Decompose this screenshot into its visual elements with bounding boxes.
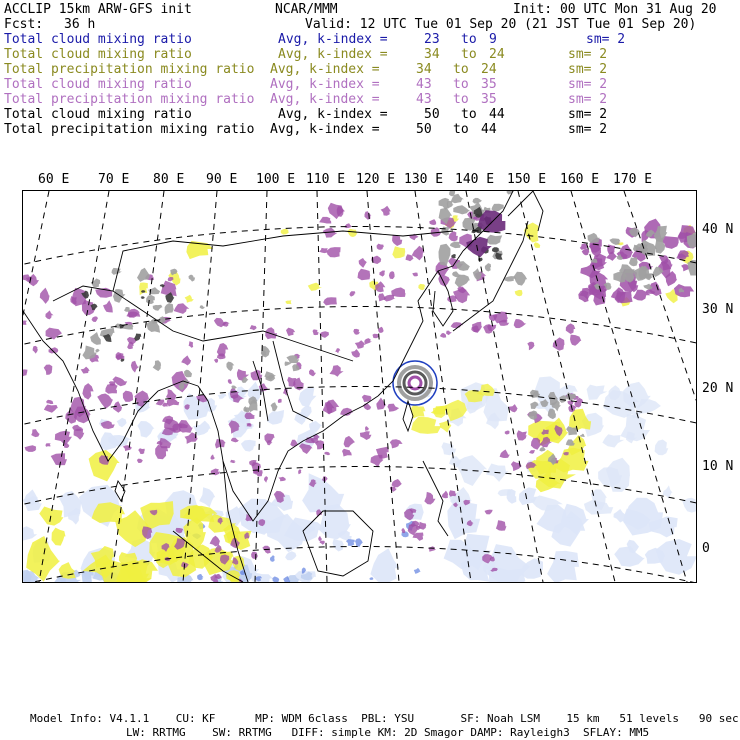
- cloud-purple-patch: [517, 430, 527, 440]
- cloud-purple-patch: [123, 445, 132, 451]
- cloud-purple-patch: [230, 460, 236, 463]
- cloud-gray-patch: [200, 305, 205, 309]
- cloud-purple-patch: [446, 331, 452, 336]
- cloud-low-patch: [23, 526, 37, 542]
- longitude-label: 110 E: [306, 172, 346, 187]
- legend-k-end: 44: [481, 122, 497, 137]
- cloud-gray-patch: [453, 205, 470, 214]
- cloud-yellow-patch: [411, 417, 441, 434]
- legend-smoothing: sm= 2: [568, 122, 608, 137]
- cloud-yellow-patch: [39, 507, 63, 526]
- cloud-purple-patch: [264, 476, 268, 483]
- legend-smoothing: sm= 2: [568, 47, 608, 62]
- cloud-purple-patch: [335, 348, 340, 353]
- map-panel: [22, 190, 697, 583]
- cloud-purple-patch: [250, 325, 257, 330]
- cloud-purple-patch: [392, 235, 402, 246]
- cloud-purple-patch: [92, 316, 99, 322]
- cloud-purple-patch: [424, 492, 435, 505]
- cloud-gray-patch: [485, 263, 491, 271]
- cloud-purple-patch: [327, 247, 341, 257]
- cloud-purple-patch: [44, 365, 53, 375]
- cloud-gray-patch: [231, 386, 237, 389]
- latitude-label: 30 N: [702, 302, 734, 317]
- cloud-purple-patch: [449, 231, 458, 241]
- latitude-label: 40 N: [702, 222, 734, 237]
- cloud-purple-patch: [505, 431, 510, 435]
- cloud-purple-patch: [25, 445, 37, 452]
- typhoon-ring: [404, 372, 426, 394]
- cloud-low-patch: [309, 421, 322, 432]
- cloud-purple-patch: [527, 342, 534, 350]
- cloud-yellow-patch: [281, 229, 289, 235]
- cloud-gray-patch: [165, 303, 174, 314]
- legend-avg-label: Avg, k-index =: [278, 32, 388, 47]
- cloud-gray-patch: [271, 402, 278, 411]
- legend-k-end: 9: [489, 32, 497, 47]
- cloud-purple-patch: [189, 341, 194, 347]
- valid-time: Valid: 12 UTC Tue 01 Sep 20 (21 JST Tue 01 Sep 20): [305, 17, 697, 32]
- cloud-purple-patch: [389, 271, 395, 279]
- cloud-purple-patch: [103, 300, 113, 312]
- cloud-fields-layer: [23, 191, 696, 582]
- center-label: NCAR/MMM: [275, 2, 338, 17]
- cloud-gray-patch: [124, 307, 130, 312]
- longitude-label: 130 E: [404, 172, 444, 187]
- cloud-gray-patch: [439, 244, 451, 266]
- legend-k-end: 24: [489, 47, 505, 62]
- cloud-yellow-patch: [534, 242, 541, 248]
- cloud-purple-patch: [137, 459, 143, 463]
- legend-field-name: Total precipitation mixing ratio: [4, 92, 255, 107]
- cloud-purple-patch: [231, 438, 239, 443]
- legend-k-to: to: [453, 92, 469, 107]
- cloud-gray-patch: [153, 360, 161, 371]
- cloud-gray-patch: [452, 271, 461, 277]
- cloud-purple-patch: [46, 400, 53, 404]
- legend-k-start: 34: [416, 62, 432, 77]
- cloud-low-patch: [655, 440, 669, 456]
- cloud-purple-patch: [31, 429, 40, 437]
- cloud-purple-patch: [364, 338, 372, 344]
- legend-avg-label: Avg, k-index =: [278, 47, 388, 62]
- legend-k-to: to: [453, 62, 469, 77]
- latitude-label: 0: [702, 541, 710, 556]
- legend-field-name: Total cloud mixing ratio: [4, 47, 192, 62]
- cloud-blue-patch: [272, 576, 279, 582]
- cloud-gray-patch: [514, 272, 527, 286]
- cloud-yellow-patch: [515, 290, 523, 296]
- cloud-purple-patch: [514, 319, 527, 328]
- cloud-purple-patch: [278, 399, 282, 403]
- legend-k-start: 50: [416, 122, 432, 137]
- cloud-purple-patch: [82, 383, 93, 400]
- cloud-purple-patch: [449, 490, 456, 497]
- cloud-purple-patch: [319, 217, 331, 224]
- cloud-purple-patch: [412, 273, 418, 277]
- latitude-label: 10 N: [702, 459, 734, 474]
- cloud-purple-patch: [363, 403, 371, 410]
- cloud-purple-patch: [319, 248, 328, 253]
- legend-smoothing: sm= 2: [586, 32, 626, 47]
- cloud-purple-patch: [496, 520, 507, 531]
- legend-k-to: to: [453, 122, 469, 137]
- legend-field-name: Total cloud mixing ratio: [4, 77, 192, 92]
- legend-k-end: 35: [481, 77, 497, 92]
- cloud-low-patch: [100, 432, 120, 450]
- cloud-low-patch: [547, 551, 579, 582]
- cloud-purple-patch: [286, 328, 295, 337]
- cloud-low-patch: [285, 551, 296, 560]
- cloud-purple-patch: [442, 491, 449, 499]
- cloud-purple-patch: [353, 329, 360, 335]
- cloud-low-patch: [663, 485, 673, 498]
- cloud-gray-patch: [113, 289, 125, 303]
- legend-field-name: Total precipitation mixing ratio: [4, 122, 255, 137]
- coastline-path: [403, 401, 413, 431]
- cloud-low-patch: [218, 394, 227, 399]
- cloud-low-patch: [620, 414, 650, 441]
- cloud-gray-patch: [588, 233, 600, 243]
- cloud-purple-patch: [429, 219, 436, 225]
- cloud-low-patch: [520, 558, 543, 579]
- longitude-label: 90 E: [206, 172, 238, 187]
- cloud-purple-patch: [51, 453, 67, 465]
- legend-k-start: 34: [424, 47, 440, 62]
- cloud-gray-patch: [486, 235, 502, 245]
- longitude-label: 140 E: [455, 172, 495, 187]
- cloud-purple-patch: [330, 365, 344, 377]
- legend-avg-label: Avg, k-index =: [270, 77, 380, 92]
- legend-avg-label: Avg, k-index =: [278, 107, 388, 122]
- cloud-purple-patch: [138, 448, 145, 454]
- cloud-purple-patch: [211, 469, 220, 476]
- cloud-purple-patch: [46, 443, 51, 447]
- cloud-purple-patch: [46, 328, 62, 340]
- cloud-purple-patch: [359, 258, 368, 268]
- cloud-black-patch: [134, 334, 141, 342]
- latitude-label: 20 N: [702, 381, 734, 396]
- cloud-yellow-patch: [392, 246, 405, 258]
- cloud-purple-patch: [500, 450, 510, 459]
- cloud-gray-patch: [539, 447, 545, 452]
- cloud-purple-patch: [428, 546, 436, 551]
- cloud-purple-patch: [210, 454, 215, 459]
- cloud-purple-patch: [298, 469, 301, 474]
- model-title: ACCLIP 15km ARW-GFS init: [4, 2, 192, 17]
- legend-field-name: Total cloud mixing ratio: [4, 32, 192, 47]
- cloud-low-patch: [614, 546, 645, 567]
- cloud-yellow-patch: [185, 295, 194, 303]
- legend-avg-label: Avg, k-index =: [270, 62, 380, 77]
- cloud-gray-patch: [243, 406, 246, 412]
- legend-k-end: 44: [489, 107, 505, 122]
- longitude-label: 100 E: [256, 172, 296, 187]
- cloud-low-patch: [333, 539, 345, 552]
- cloud-purple-patch: [344, 223, 352, 228]
- cloud-purple-patch: [387, 404, 399, 412]
- cloud-purple-patch: [390, 439, 403, 448]
- cloud-purple-patch: [23, 369, 28, 376]
- cloud-yellow-patch: [347, 229, 357, 237]
- cloud-low-patch: [199, 487, 215, 507]
- cloud-purple-patch: [379, 271, 385, 277]
- legend-field-name: Total precipitation mixing ratio: [4, 62, 255, 77]
- cloud-purple-patch: [264, 433, 274, 443]
- cloud-purple-patch: [342, 449, 352, 457]
- cloud-purple-patch: [214, 359, 218, 363]
- cloud-yellow-patch: [52, 528, 66, 546]
- cloud-purple-patch: [23, 321, 27, 325]
- longitude-label: 170 E: [613, 172, 653, 187]
- longitude-label: 60 E: [38, 172, 70, 187]
- cloud-blue-patch: [414, 568, 421, 574]
- cloud-purple-patch: [45, 310, 53, 319]
- legend-avg-label: Avg, k-index =: [270, 122, 380, 137]
- cloud-low-patch: [137, 421, 154, 438]
- cloud-low-patch: [370, 548, 399, 582]
- cloud-purple-patch: [607, 244, 615, 254]
- longitude-label: 70 E: [98, 172, 130, 187]
- cloud-gray-patch: [112, 268, 122, 275]
- cloud-gray-patch: [90, 332, 101, 345]
- cloud-purple-patch: [81, 367, 90, 374]
- cloud-low-patch: [117, 418, 127, 428]
- cloud-purple-patch: [365, 211, 372, 219]
- cloud-purple-patch: [309, 369, 316, 376]
- cloud-gray-patch: [226, 362, 234, 372]
- cloud-purple-patch: [33, 346, 38, 354]
- fcst-value: 36 h: [64, 17, 96, 32]
- cloud-purple-patch: [392, 479, 403, 487]
- cloud-purple-patch: [318, 536, 322, 542]
- cloud-blue-patch: [369, 577, 373, 580]
- init-time: Init: 00 UTC Mon 31 Aug 20: [513, 2, 717, 17]
- cloud-blue-patch: [197, 574, 204, 580]
- cloud-purple-patch: [566, 323, 576, 334]
- coastline-path: [508, 191, 533, 216]
- legend-smoothing: sm= 2: [568, 107, 608, 122]
- map-canvas: [23, 191, 696, 582]
- cloud-low-patch: [587, 385, 608, 400]
- cloud-low-patch: [294, 412, 307, 425]
- cloud-purple-patch: [178, 420, 193, 433]
- cloud-low-patch: [267, 410, 284, 425]
- longitude-label: 80 E: [153, 172, 185, 187]
- fcst-label: Fcst:: [4, 17, 44, 32]
- cloud-yellow-patch: [139, 283, 148, 296]
- cloud-low-patch: [299, 388, 317, 408]
- cloud-purple-patch: [440, 333, 446, 338]
- legend-k-to: to: [453, 77, 469, 92]
- longitude-label: 120 E: [356, 172, 396, 187]
- cloud-blue-patch: [270, 555, 275, 562]
- longitude-label: 160 E: [560, 172, 600, 187]
- cloud-purple-patch: [344, 436, 356, 448]
- cloud-low-patch: [241, 440, 256, 452]
- cloud-gray-patch: [189, 275, 196, 282]
- cloud-purple-patch: [44, 405, 58, 413]
- legend-smoothing: sm= 2: [568, 62, 608, 77]
- cloud-purple-patch: [351, 349, 360, 358]
- cloud-purple-patch: [360, 431, 372, 440]
- cloud-purple-patch: [105, 384, 117, 394]
- cloud-purple-patch: [131, 361, 139, 373]
- cloud-purple-patch: [391, 287, 405, 297]
- model-info-line2: LW: RRTMG SW: RRTMG DIFF: simple KM: 2D Smagor DAMP: Rayleigh3 SFLAY: MM5: [126, 726, 650, 739]
- cloud-black-patch: [141, 296, 145, 299]
- cloud-purple-patch: [228, 379, 232, 384]
- cloud-purple-patch: [358, 269, 371, 281]
- cloud-purple-patch: [355, 340, 366, 349]
- legend-field-name: Total cloud mixing ratio: [4, 107, 192, 122]
- legend-k-end: 24: [481, 62, 497, 77]
- cloud-purple-patch: [245, 412, 256, 419]
- cloud-purple-patch: [553, 337, 565, 350]
- cloud-purple-patch: [349, 291, 355, 296]
- cloud-purple-patch: [377, 244, 384, 250]
- cloud-blue-patch: [355, 538, 363, 547]
- cloud-purple-patch: [155, 445, 168, 460]
- cloud-yellow-patch: [286, 300, 292, 304]
- cloud-gray-patch: [184, 370, 192, 378]
- legend-k-to: to: [461, 107, 477, 122]
- cloud-gray-patch: [146, 295, 155, 304]
- cloud-low-patch: [602, 434, 624, 447]
- legend-k-to: to: [461, 47, 477, 62]
- cloud-purple-patch: [167, 399, 179, 407]
- legend-k-start: 43: [416, 92, 432, 107]
- cloud-gray-patch: [456, 261, 470, 271]
- legend-smoothing: sm= 2: [568, 92, 608, 107]
- legend-k-start: 43: [416, 77, 432, 92]
- cloud-purple-patch: [251, 552, 258, 559]
- cloud-gray-patch: [96, 349, 100, 353]
- cloud-purple-patch: [123, 391, 133, 402]
- cloud-purple-patch: [40, 288, 50, 304]
- cloud-purple-patch: [438, 275, 450, 287]
- cloud-purple-patch: [287, 377, 296, 387]
- legend-k-start: 50: [424, 107, 440, 122]
- cloud-purple-patch: [210, 536, 221, 547]
- cloud-low-patch: [584, 500, 613, 514]
- cloud-purple-patch: [378, 327, 384, 333]
- cloud-purple-patch: [323, 297, 337, 305]
- cloud-purple-patch: [485, 510, 493, 515]
- cloud-purple-patch: [365, 426, 369, 431]
- cloud-purple-patch: [74, 429, 85, 440]
- cloud-low-patch: [441, 442, 456, 455]
- cloud-low-patch: [251, 573, 273, 582]
- cloud-purple-patch: [509, 404, 518, 412]
- cloud-purple-patch: [162, 403, 168, 407]
- cloud-purple-patch: [529, 450, 535, 454]
- cloud-purple-patch: [381, 206, 391, 216]
- cloud-purple-patch: [181, 355, 191, 365]
- legend-k-end: 35: [481, 92, 497, 107]
- meridian-line: [23, 191, 49, 582]
- cloud-yellow-patch: [418, 284, 425, 290]
- cloud-purple-patch: [324, 452, 330, 455]
- legend-k-start: 23: [424, 32, 440, 47]
- cloud-gray-patch: [153, 305, 163, 311]
- cloud-gray-patch: [629, 257, 638, 266]
- cloud-purple-patch: [320, 541, 325, 545]
- cloud-yellow-patch: [89, 450, 120, 481]
- cloud-purple-patch: [313, 329, 319, 335]
- cloud-purple-patch: [570, 335, 581, 346]
- cloud-gray-patch: [491, 204, 504, 212]
- legend-k-to: to: [461, 32, 477, 47]
- model-info-line1: Model Info: V4.1.1 CU: KF MP: WDM 6class PBL: YSU SF: Noah LSM 15 km 51 levels 90 sec: [30, 712, 739, 725]
- cloud-gray-patch: [580, 434, 585, 437]
- legend-avg-label: Avg, k-index =: [270, 92, 380, 107]
- cloud-purple-patch: [97, 394, 113, 409]
- cloud-purple-patch: [278, 477, 286, 482]
- cloud-gray-patch: [450, 242, 461, 249]
- cloud-low-patch: [498, 489, 512, 496]
- longitude-label: 150 E: [507, 172, 547, 187]
- cloud-purple-patch: [337, 206, 345, 217]
- cloud-blue-patch: [346, 539, 355, 546]
- cloud-gray-patch: [609, 238, 620, 245]
- cloud-purple-patch: [174, 303, 190, 314]
- legend-smoothing: sm= 2: [568, 77, 608, 92]
